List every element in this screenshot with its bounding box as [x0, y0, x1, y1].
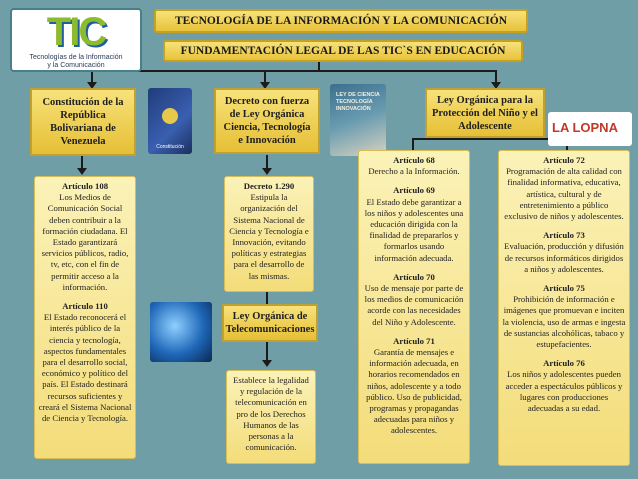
- article-heading: Artículo 68: [393, 155, 435, 165]
- page-title: TECNOLOGÍA DE LA INFORMACIÓN Y LA COMUNICACIÓN: [154, 9, 528, 33]
- branch-line: [91, 70, 496, 72]
- arrow-5: [262, 168, 272, 175]
- article-text: Los Medios de Comunicación Social deben contribuir a la formación ciudadana. El Estado garantizará servicios públicos, radio, tv, etc, con el fin de permitir acceso a la información.: [41, 192, 129, 292]
- link-line-6: [266, 292, 268, 304]
- article-text: Derecho a la Información.: [368, 166, 460, 177]
- link-line-1: [81, 155, 83, 169]
- logo-letters: TIC: [46, 10, 106, 54]
- tic-logo: [10, 8, 142, 72]
- arrow-6: [262, 360, 272, 367]
- article-heading: Artículo 72: [543, 155, 585, 165]
- article-heading: Artículo 70: [393, 271, 435, 282]
- telecom-law-title: Ley Orgánica de Telecomunicaciones: [222, 304, 318, 342]
- lopna-articles-card-1: [358, 150, 470, 464]
- article-text: El Estado debe garantizar a los niños y adolescentes una educación dirigida con la finalidad de prepararlos y formarlos usando información adecuada.: [364, 196, 464, 263]
- constitution-title: Constitución de la República Bolivariana de Venezuela: [30, 88, 136, 156]
- article-text: Garantía de mensajes e información adecuada, en horarios recomendados en niños, adolescente y a todo público. Uso de publicidad, programas y propagandas adecuadas para niños y adolescentes.: [366, 347, 462, 436]
- article-heading: Artículo 71: [393, 335, 435, 346]
- article-text: Prohibición de información e imágenes que promuevan e inciten la violencia, uso de armas e ingesta de sustancias alcohólicas, tabaco y estupefacientes.: [502, 294, 626, 350]
- article-text: Programación de alta calidad con finalidad informativa, educativa, artística, cultural y de entretenimiento a público exclusivo de niños y adolescentes.: [504, 166, 624, 222]
- lopna-logo-image: [548, 112, 632, 146]
- lopna-label: LA LOPNA: [552, 120, 618, 135]
- article-heading: Artículo 73: [543, 230, 585, 241]
- telecom-text: Establece la legalidad y regulación de la telecomunicación en pro de los Derechos Humanos de las personas a la comunicación.: [233, 375, 309, 453]
- lopna-title: Ley Orgánica para la Protección del Niño y el Adolescente: [425, 88, 545, 138]
- science-law-label: LEY DE CIENCIA TECNOLOGÍA INNOVACIÓN: [336, 92, 380, 112]
- book-seal-icon: [162, 108, 178, 124]
- article-heading: Artículo 108: [61, 181, 109, 191]
- article-text: Evaluación, producción y difusión de recursos informáticos dirigidos a niños y adolescentes.: [504, 241, 624, 274]
- arrow-4: [77, 168, 87, 175]
- constitution-book-image: [148, 88, 192, 154]
- lopna-articles-card-2: [498, 150, 630, 466]
- page-subtitle: FUNDAMENTACIÓN LEGAL DE LAS TIC`S EN EDUCACIÓN: [163, 40, 523, 62]
- article-text: Estipula la organización del Sistema Nacional de Ciencia y Tecnología e Innovación, evitando políticas y estrategias para el desarrollo de las mismas.: [229, 192, 309, 281]
- article-heading: Artículo 75: [543, 283, 585, 294]
- telecom-globe-image: [150, 302, 212, 362]
- article-heading: Artículo 69: [393, 185, 435, 196]
- logo-caption-1: Tecnologías de la Información: [29, 54, 123, 61]
- article-heading: Artículo 76: [543, 358, 585, 369]
- article-text: Los niños y adolescentes pueden acceder a espectáculos públicos y lugares con producciones adecuadas a su edad.: [505, 369, 623, 414]
- link-line-2: [266, 155, 268, 169]
- logo-caption-2: y la Comunicación: [47, 62, 105, 69]
- telecom-card: [226, 370, 316, 464]
- article-text: El Estado reconocerá el interés público de la ciencia y tecnología, aspectos fundamentales para el desarrollo social, económico y político del país. El Estado destinará recursos suficientes y creará el Sistema Nacional de Ciencia y Tecnología.: [38, 312, 132, 424]
- article-text: Uso de mensaje por parte de los medios de comunicación acorde con las necesidades del Niño y Adolescente.: [364, 283, 464, 327]
- book-label: Constitución: [156, 144, 184, 150]
- science-law-image: [330, 84, 386, 156]
- decree-card: [224, 176, 314, 292]
- article-heading: Decreto 1.290: [243, 181, 295, 191]
- link-line-7: [266, 342, 268, 362]
- link-line-4: [412, 138, 567, 140]
- constitution-articles-card: [34, 176, 136, 459]
- article-heading: Artículo 110: [62, 301, 108, 312]
- science-law-title: Decreto con fuerza de Ley Orgánica Ciencia, Tecnología e Innovación: [214, 88, 320, 154]
